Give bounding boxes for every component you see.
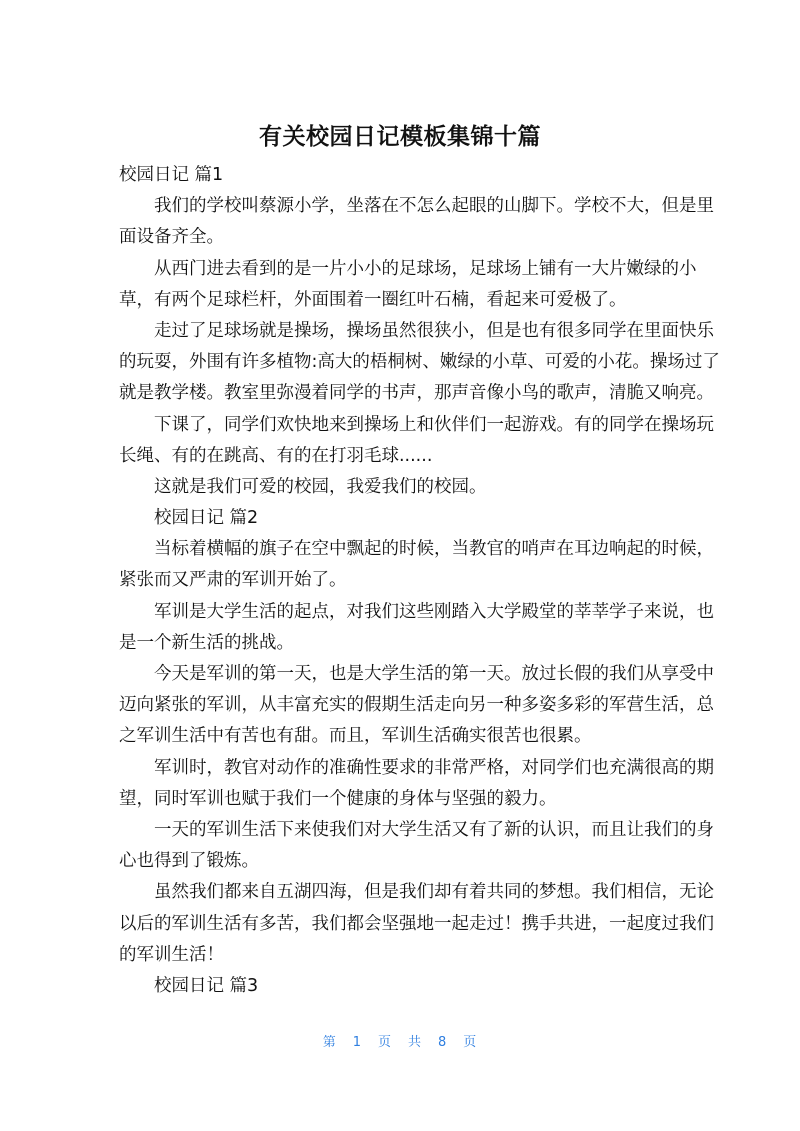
paragraph [119, 753, 714, 815]
text-line: 长绳、有的在跳高、有的在打羽毛球...... [119, 445, 433, 466]
section-heading [119, 971, 685, 1002]
text-line: 这就是我们可爱的校园，我爱我们的校园。 [154, 476, 487, 497]
text-line: 紧张而又严肃的军训开始了。 [119, 570, 347, 591]
text-line: 我们的学校叫蔡源小学，坐落在不怎么起眼的山脚下。学校不大，但是里 [154, 196, 714, 217]
paragraph [119, 254, 697, 316]
text-line: 校园日记 篇1 [119, 165, 224, 185]
paragraph [119, 597, 714, 659]
document-body [119, 160, 720, 1002]
page-number-text: 第 [322, 1035, 337, 1050]
text-line: 的军训生活！ [119, 944, 224, 965]
text-line: 今天是军训的第一天，也是大学生活的第一天。放过长假的我们从享受中 [154, 664, 714, 684]
text-line: 的玩耍，外围有许多植物:高大的梧桐树、嫩绿的小草、可爱的小花。操场过了 [119, 352, 720, 373]
section-heading [119, 503, 685, 534]
text-line: 就是教学楼。教室里弥漫着同学的书声，那声音像小鸟的歌声，清脆又响亮。 [119, 383, 714, 404]
text-line: 一天的军训生活下来使我们对大学生活又有了新的认识，而且让我们的身 [154, 819, 714, 840]
page-number-text: 1 [352, 1035, 362, 1050]
paragraph [119, 659, 714, 753]
paragraph [119, 316, 720, 410]
document-title: 有关校园日记模板集锦十篇 [259, 124, 541, 150]
text-line: 下课了，同学们欢快地来到操场上和伙伴们一起游戏。有的同学在操场玩 [154, 414, 714, 435]
text-line: 是一个新生活的挑战。 [119, 632, 294, 653]
text-line: 面设备齐全。 [119, 227, 224, 248]
text-line: 心也得到了锻炼。 [119, 851, 259, 872]
page-number-text: 页 [463, 1035, 478, 1050]
text-line: 草，有两个足球栏杆，外面围着一圈红叶石楠，看起来可爱极了。 [119, 289, 627, 310]
paragraph [119, 410, 714, 472]
text-line: 走过了足球场就是操场，操场虽然很狭小，但是也有很多同学在里面快乐 [154, 320, 714, 341]
page-number-text: 8 [438, 1035, 448, 1050]
page-number-text: 共 [408, 1035, 423, 1050]
section-heading [119, 160, 685, 191]
paragraph [119, 472, 685, 503]
text-line: 之军训生活中有苦也有甜。而且，军训生活确实很苦也很累。 [119, 726, 592, 747]
text-line: 虽然我们都来自五湖四海，但是我们却有着共同的梦想。我们相信，无论 [154, 882, 714, 903]
paragraph [119, 877, 714, 971]
page-footer [0, 1031, 800, 1050]
text-line: 军训时，教官对动作的准确性要求的非常严格，对同学们也充满很高的期 [154, 757, 714, 778]
paragraph [119, 815, 714, 877]
text-line: 当标着横幅的旗子在空中飘起的时候，当教官的哨声在耳边响起的时候， [154, 539, 714, 560]
text-line: 迈向紧张的军训，从丰富充实的假期生活走向另一种多姿多彩的军营生活，总 [119, 695, 714, 716]
text-line: 军训是大学生活的起点，对我们这些刚踏入大学殿堂的莘莘学子来说，也 [154, 601, 714, 622]
text-line: 望，同时军训也赋于我们一个健康的身体与坚强的毅力。 [119, 788, 557, 809]
paragraph [119, 191, 714, 253]
text-line: 校园日记 篇3 [154, 975, 259, 996]
paragraph [119, 534, 714, 596]
page-number-text: 页 [377, 1035, 392, 1050]
text-line: 校园日记 篇2 [154, 508, 259, 529]
text-line: 从西门进去看到的是一片小小的足球场，足球场上铺有一大片嫩绿的小 [154, 258, 697, 279]
text-line: 以后的军训生活有多苦，我们都会坚强地一起走过！携手共进，一起度过我们 [119, 913, 714, 934]
